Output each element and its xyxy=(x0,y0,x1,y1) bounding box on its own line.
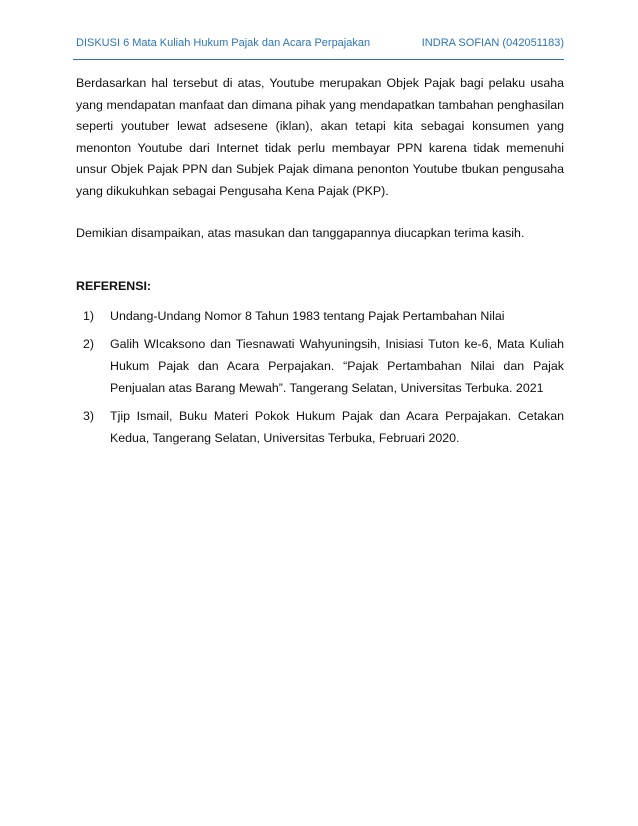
page-header xyxy=(76,37,564,49)
body-paragraph-2: Demikian disampaikan, atas masukan dan tanggapannya diucapkan terima kasih. xyxy=(76,225,525,240)
references-heading: REFERENSI: xyxy=(76,279,152,294)
reference-text: Undang-Undang Nomor 8 Tahun 1983 tentang Pajak Pertambahan Nilai xyxy=(110,308,505,323)
reference-text: Tjip Ismail, Buku Materi Pokok Hukum Pajak dan Acara Perpajakan. Cetakan Kedua, Tangerang Selatan, Universitas Terbuka, Februari 2020. xyxy=(110,409,564,445)
reference-item-3 xyxy=(76,406,564,449)
document-body xyxy=(76,73,564,456)
reference-item-1 xyxy=(76,306,564,328)
header-divider xyxy=(73,59,564,60)
body-paragraph-1: Berdasarkan hal tersebut di atas, Youtube merupakan Objek Pajak bagi pelaku usaha yang mendapatan manfaat dan dimana pihak yang mendapatkan tambahan penghasilan seperti youtuber lewat adsesene (iklan), akan tetapi kita sebagai konsumen yang menonton Youtube dari Internet tidak perlu membayar PPN karena tidak memenuhi unsur Objek Pajak PPN dan Subjek Pajak dimana penonton Youtube tbukan pengusaha yang dikukuhkan sebagai Pengusaha Kena Pajak (PKP). xyxy=(76,76,564,198)
reference-text: Galih WIcaksono dan Tiesnawati Wahyuningsih, Inisiasi Tuton ke-6, Mata Kuliah Hukum Pajak dan Acara Perpajakan. “Pajak Pertambahan Nilai dan Pajak Penjualan atas Barang Mewah”. Tangerang Selatan, Universitas Terbuka. 2021 xyxy=(110,337,564,395)
reference-item-2 xyxy=(76,334,564,399)
reference-number: 3) xyxy=(83,409,95,424)
header-author: INDRA SOFIAN (042051183) xyxy=(421,37,564,49)
reference-number: 1) xyxy=(83,308,95,323)
references-list xyxy=(76,306,564,450)
header-title: DISKUSI 6 Mata Kuliah Hukum Pajak dan Acara Perpajakan xyxy=(76,37,371,49)
reference-number: 2) xyxy=(83,337,95,352)
